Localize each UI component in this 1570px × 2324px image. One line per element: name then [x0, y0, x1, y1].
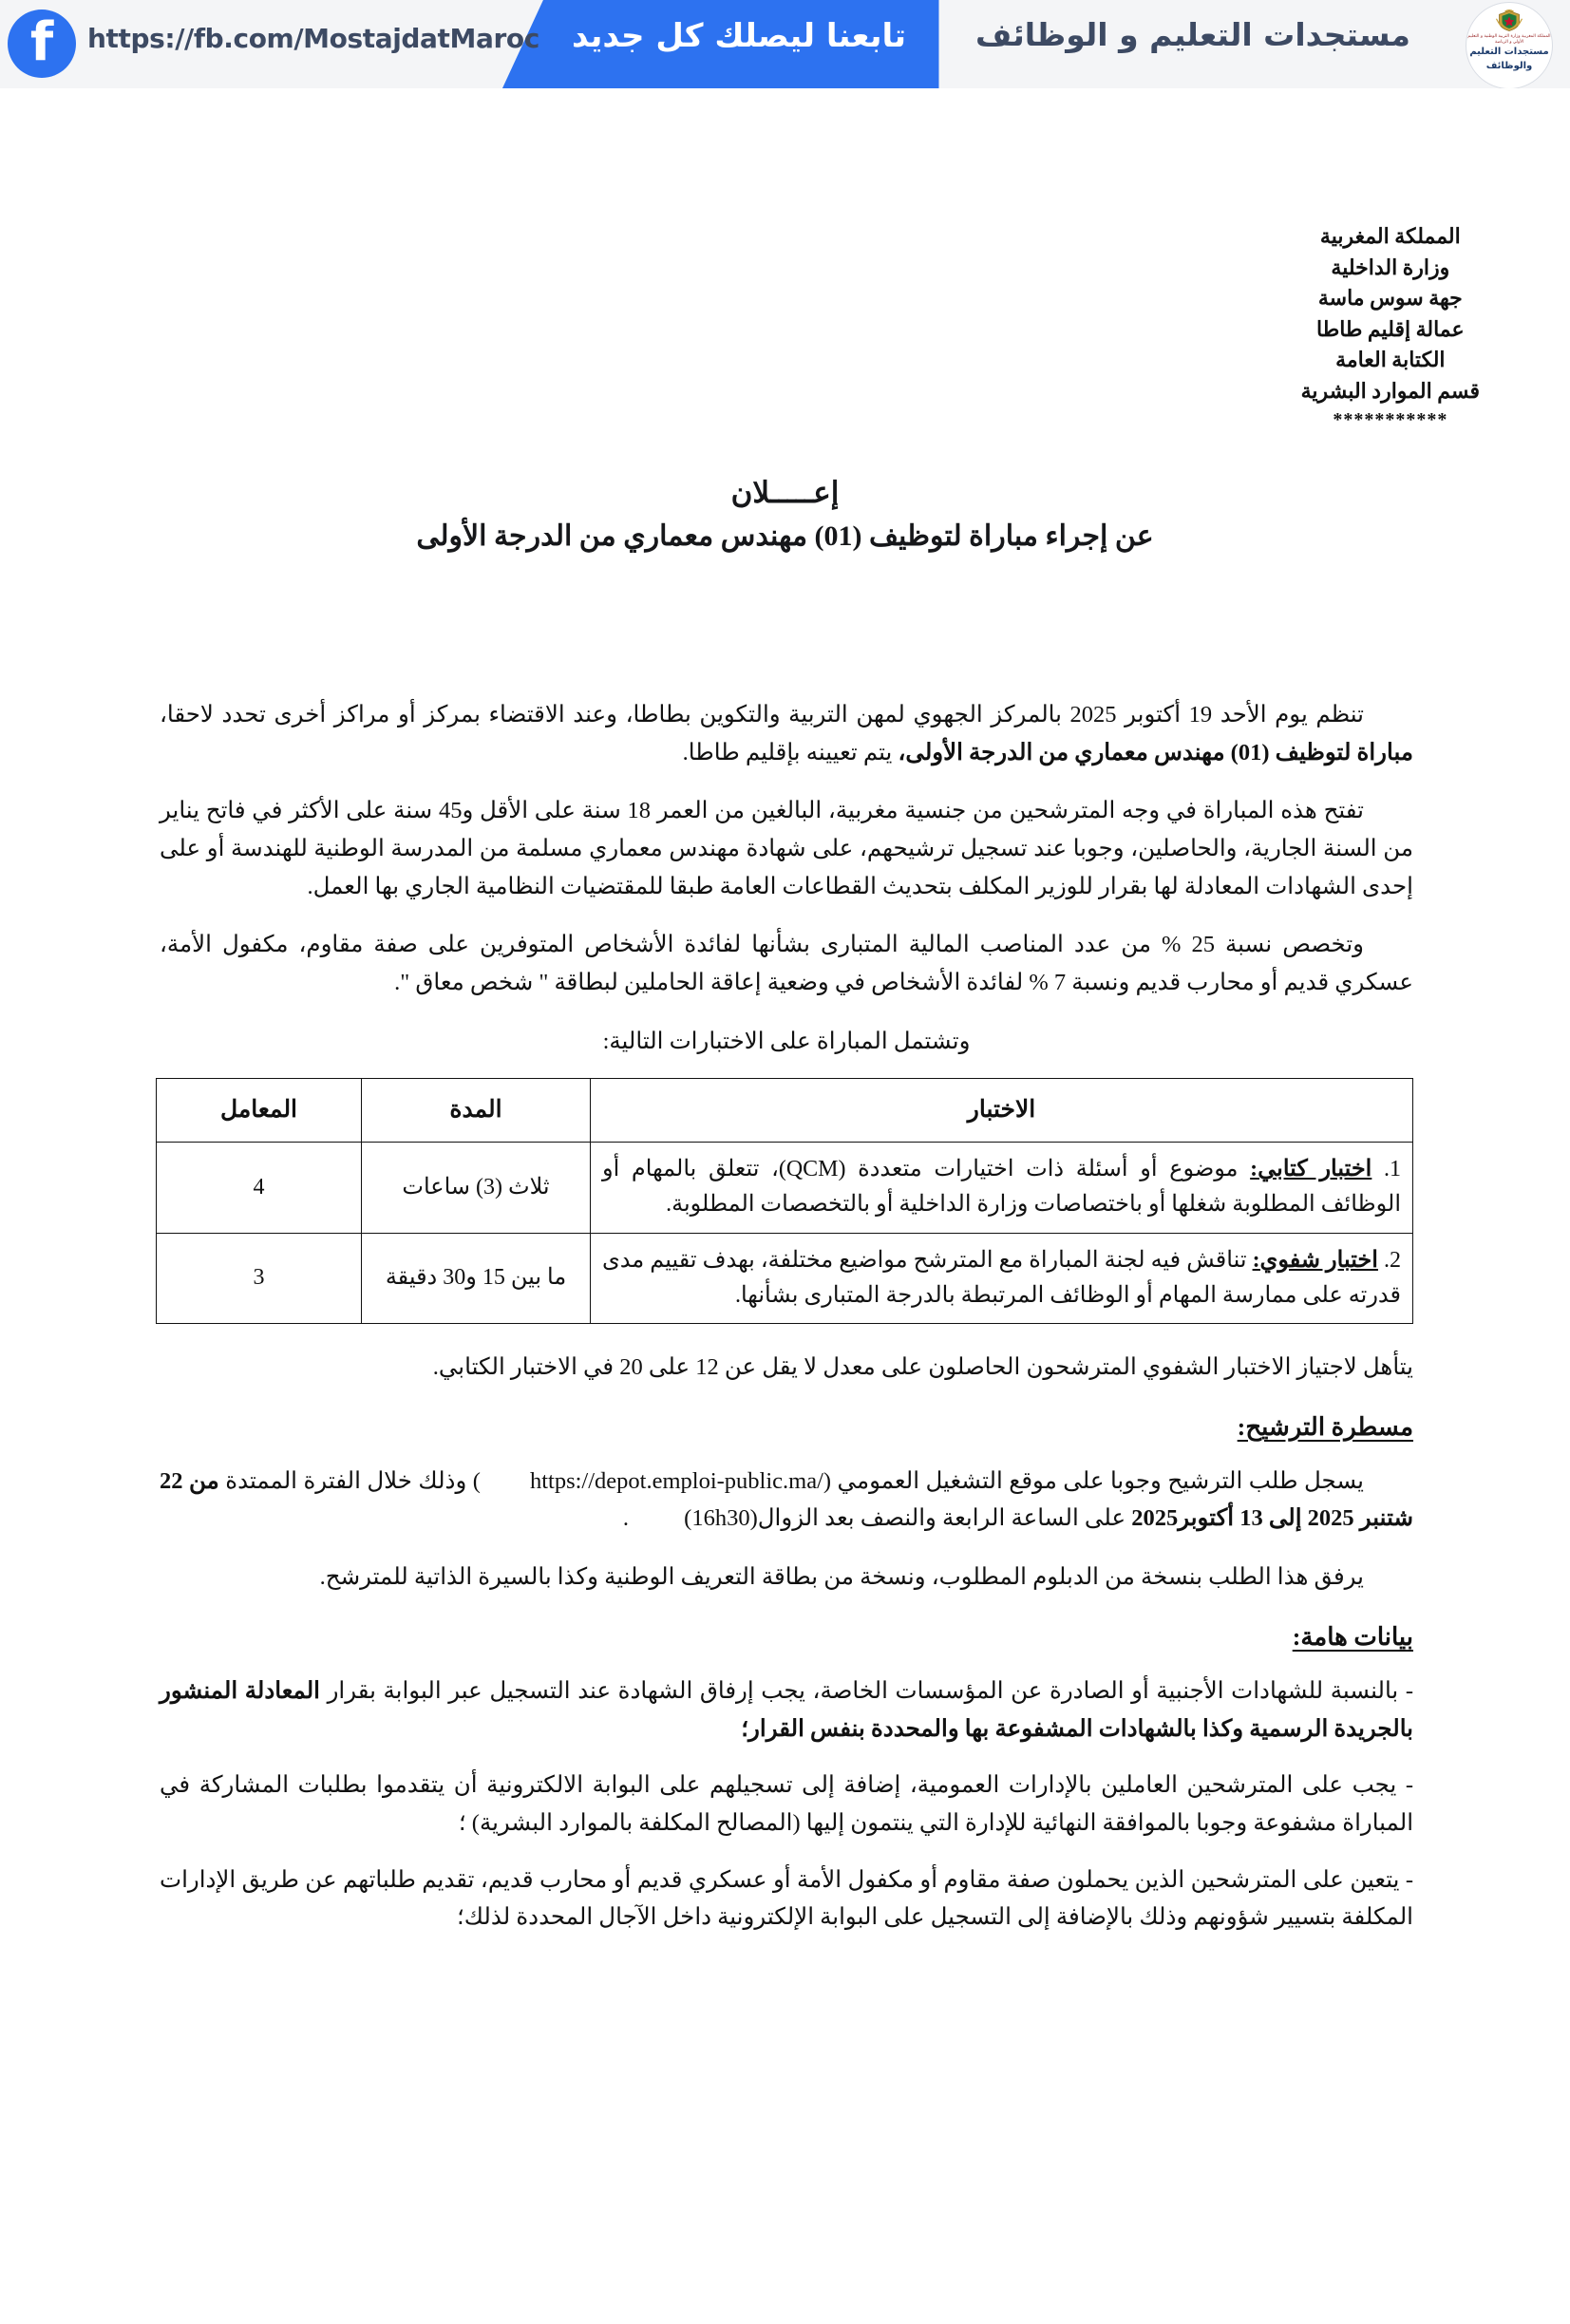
letterhead-line-6: قسم الموارد البشرية: [1300, 378, 1480, 403]
letterhead-line-5: الكتابة العامة: [1335, 348, 1446, 372]
proc-part-b: ) وذلك خلال الفترة الممتدة: [218, 1467, 481, 1494]
column-header-test: الاختبار: [591, 1078, 1413, 1143]
note1-part-a: - بالنسبة للشهادات الأجنبية أو الصادرة عن المؤسسات الخاصة، يجب إرفاق الشهادة عند التسجيل عبر البوابة بقرار: [320, 1677, 1413, 1704]
column-header-duration: المدة: [362, 1078, 591, 1143]
registration-portal-url[interactable]: https://depot.emploi-public.ma/: [529, 1467, 823, 1494]
para1-part-a: تنظم يوم الأحد 19 أكتوبر 2025 بالمركز الجهوي لمهن التربية والتكوين بطاطا، وعند الاقتضاء بمركز أو مراكز أخرى تحدد لاحقا،: [160, 702, 1364, 727]
paragraph-quotas: وتخصص نسبة 25 % من عدد المناصب المالية المتبارى بشأنها لفائدة الأشخاص المتوفرين على صفة مقاوم، مكفول الأمة، عسكري قديم أو محارب قديم ونسبة 7 % لفائدة الأشخاص في وضعية إعاقة الحاملين لبطاقة " شخص معاق ".: [160, 932, 1413, 996]
document-content: [160, 696, 1413, 1956]
letterhead-line-1: المملكة المغربية: [1319, 224, 1461, 248]
table-row: [157, 1143, 1413, 1233]
note1-bold: المعادلة المنشور بالجريدة الرسمية وكذا بالشهادات المشفوعة بها والمحددة بنفس القرار؛: [160, 1677, 1413, 1742]
column-header-coefficient: المعامل: [157, 1078, 362, 1143]
para1-part-c: يتم تعيينه بإقليم طاطا.: [682, 739, 898, 765]
proc-part-a: يسجل طلب الترشيح وجوبا على موقع التشغيل العمومي (: [823, 1467, 1364, 1494]
paragraph-eligibility: تفتح هذه المباراة في وجه المترشحين من جنسية مغربية، البالغين من العمر 18 سنة على الأقل و45 سنة على الأكثر في فاتح يناير من السنة الجارية، والحاصلين، وجوبا عند تسجيل ترشيحهم، على شهادة مهندس معماري مسلمة من المدرسة الوطنية للهندسة أو على إحدى الشهادات المعادلة لها بقرار للوزير المكلف بتحديث القطاعات العامة طبقا للمقتضيات النظامية الجاري بها العمل.: [160, 798, 1413, 899]
page-title: إعـــــلان: [730, 476, 840, 509]
cell-duration-oral: ما بين 15 و30 دقيقة: [362, 1233, 591, 1323]
site-logo-badge: [1466, 2, 1553, 88]
morocco-crest-icon: [1495, 9, 1523, 33]
banner-site-title: مستجدات التعليم و الوظائف: [975, 16, 1410, 53]
letterhead-line-3: جهة سوس ماسة: [1317, 286, 1463, 311]
paragraph-oral-qualification: يتأهل لاجتياز الاختبار الشفوي المترشحون الحاصلون على معدل لا يقل عن 12 على 20 في الاختبار الكتابي.: [432, 1354, 1413, 1380]
proc-part-c: على الساعة الرابعة والنصف بعد الزوال: [757, 1505, 1132, 1532]
exams-table: [156, 1078, 1413, 1325]
row2-number: 2.: [1384, 1247, 1401, 1273]
note-public-employees: - يجب على المترشحين العاملين بالإدارات العمومية، إضافة إلى تسجيلهم على البوابة الالكترونية أن يتقدموا بطلبات المشاركة في المباراة مشفوعة وجوبا بالموافقة النهائية للإدارة التي ينتمون إليها (المصالح المكلفة بالموارد البشرية) ؛: [160, 1772, 1413, 1837]
note-special-status: - يتعين على المترشحين الذين يحملون صفة مقاوم أو مكفول الأمة أو عسكري قديم أو محارب قديم، تقديم طلباتهم عن طريق الإدارات المكلفة بتسيير شؤونهم وذلك بالإضافة إلى التسجيل على البوابة الإلكترونية داخل الآجال المحددة لذلك؛: [160, 1866, 1413, 1931]
para1-bold-job: مباراة لتوظيف (01) مهندس معماري من الدرجة الأولى،: [898, 739, 1413, 765]
note-foreign-diplomas: [160, 1672, 1413, 1748]
row1-description: موضوع أو أسئلة ذات اختيارات متعددة (QCM)، تتعلق بالمهام أو الوظائف المطلوبة شغلها أو باختصاصات وزارة الداخلية أو بالتخصصات المطلوبة.: [602, 1157, 1401, 1218]
paragraph-announcement: [160, 696, 1413, 771]
site-banner: [0, 0, 1570, 88]
proc-deadline-time: (16h30): [684, 1505, 758, 1532]
cell-test-written: [591, 1143, 1413, 1233]
cell-test-oral: [591, 1233, 1413, 1323]
facebook-icon[interactable]: [8, 9, 76, 78]
letterhead: [1301, 221, 1480, 435]
row2-label: اختبار شفوي:: [1252, 1247, 1378, 1273]
badge-site-name-line1: مستجدات التعليم: [1469, 47, 1549, 58]
row2-description: تناقش فيه لجنة المباراة مع المترشح مواضيع مختلفة، بهدف تقييم مدى قدرته على ممارسة المهام أو الوظائف المرتبطة بالدرجة المتبارى بشأنها.: [602, 1247, 1401, 1308]
facebook-url-link[interactable]: https://fb.com/MostajdatMaroc: [87, 23, 539, 54]
facebook-f-glyph: f: [29, 11, 54, 73]
paragraph-attachments: يرفق هذا الطلب بنسخة من الدبلوم المطلوب، ونسخة من بطاقة التعريف الوطنية وكذا بالسيرة الذاتية للمترشح.: [319, 1564, 1364, 1591]
table-header-row: [157, 1078, 1413, 1143]
badge-ministry-text: المملكة المغربية وزارة التربية الوطنية و التعليم الأولي و الرياضة: [1467, 34, 1551, 45]
paragraph-registration: [160, 1463, 1413, 1538]
section-heading-procedure: مسطرة الترشيح:: [1237, 1412, 1413, 1441]
table-row: [157, 1233, 1413, 1323]
document-title-block: [0, 476, 1570, 553]
row1-label: اختبار كتابي:: [1250, 1157, 1372, 1182]
letterhead-separator: ***********: [1333, 409, 1448, 431]
table-intro-text: وتشتمل المباراة على الاختبارات التالية:: [602, 1028, 971, 1054]
cell-duration-written: ثلاث (3) ساعات: [362, 1143, 591, 1233]
letterhead-line-4: عمالة إقليم طاطا: [1315, 316, 1465, 341]
cell-coefficient-written: 4: [157, 1143, 362, 1233]
section-heading-notes: بيانات هامة:: [1292, 1622, 1413, 1651]
proc-part-d: .: [622, 1505, 635, 1532]
letterhead-line-2: وزارة الداخلية: [1331, 255, 1450, 279]
banner-slogan: تابعنا ليصلك كل جديد: [571, 17, 906, 55]
proc-dates-bold: من 22 شتنبر 2025 إلى 13 أكتوبر2025: [160, 1467, 1413, 1532]
page-subtitle: عن إجراء مباراة لتوظيف (01) مهندس معماري من الدرجة الأولى: [416, 520, 1154, 552]
row1-number: 1.: [1384, 1157, 1402, 1182]
cell-coefficient-oral: 3: [157, 1233, 362, 1323]
badge-site-name-line2: والوظائف: [1485, 60, 1533, 71]
